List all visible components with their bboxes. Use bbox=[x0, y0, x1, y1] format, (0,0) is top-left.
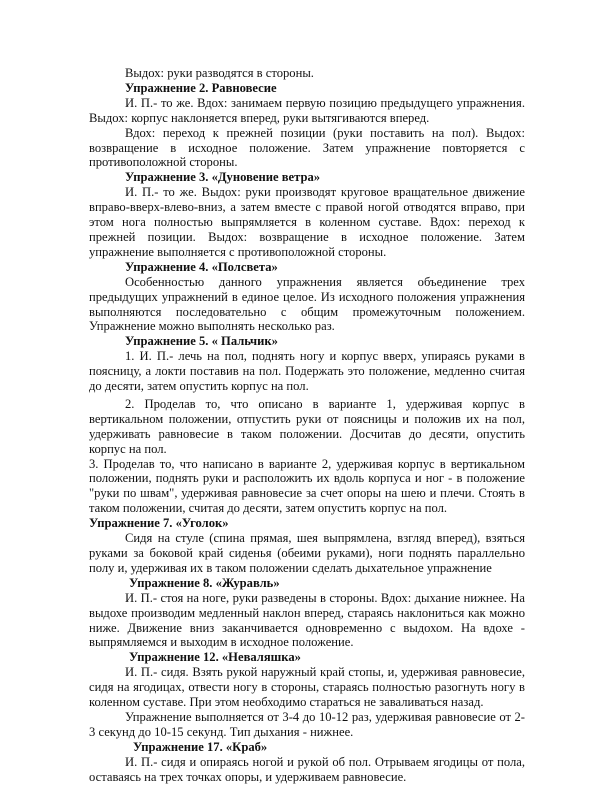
paragraph-exercise-5-variant-3: 3. Проделав то, что написано в варианте 2, удерживая корпус в вертикальном положении, поднять руки и расположить их вдоль корпуса и ног - в положение "руки по швам", удерживая равновесие за счет опоры на шею и плечи. Стоять в таком положении, считая до десяти, затем опустить корпус на пол. bbox=[89, 456, 525, 516]
paragraph-exercise-12-a: И. П.- сидя. Взять рукой наружный край стопы, и, удерживая равновесие, сидя на ягодицах, отвести ногу в стороны, стараясь полностью разогнуть ногу в коленном суставе. При этом необходимо стараться не заваливаться назад. bbox=[89, 665, 525, 710]
paragraph-exercise-4: Особенностью данного упражнения является объединение трех предыдущих упражнений в единое целое. Из исходного положения упражнения выполняются последовательно с общим промежуточным положением. Упражнение можно выполнять несколько раз. bbox=[89, 274, 525, 334]
heading-exercise-8: Упражнение 8. «Журавль» bbox=[129, 575, 280, 590]
heading-exercise-4: Упражнение 4. «Полсвета» bbox=[125, 259, 278, 274]
paragraph-exercise-8: И. П.- стоя на ноге, руки разведены в стороны. Вдох: дыхание нижнее. На выдохе производим медленный наклон вперед, стараясь наклониться как можно ниже. Движение вниз заканчивается одновременно с выдохом. На вдохе - выпрямляемся и выходим в исходное положение. bbox=[89, 590, 525, 650]
paragraph-exhale: Выдох: руки разводятся в стороны. bbox=[125, 66, 314, 80]
paragraph-exercise-12-b: Упражнение выполняется от 3-4 до 10-12 раз, удерживая равновесие от 2-3 секунд до 10-15 секунд. Тип дыхания - нижнее. bbox=[89, 709, 525, 739]
paragraph-exercise-5-variant-1: 1. И. П.- лечь на пол, поднять ногу и корпус вверх, упираясь руками в поясницу, а локти поставив на пол. Подержать это положение, медленно считая до десяти, затем опустить корпус на пол. bbox=[89, 349, 525, 394]
heading-exercise-17: Упражнение 17. «Краб» bbox=[133, 739, 268, 754]
heading-exercise-12: Упражнение 12. «Неваляшка» bbox=[129, 650, 301, 665]
heading-exercise-5: Упражнение 5. « Пальчик» bbox=[125, 334, 278, 349]
heading-exercise-2: Упражнение 2. Равновесие bbox=[125, 80, 277, 95]
heading-exercise-3: Упражнение 3. «Дуновение ветра» bbox=[125, 170, 321, 185]
paragraph-exercise-17: И. П.- сидя и опираясь ногой и рукой об пол. Отрываем ягодицы от пола, оставаясь на трех точках опоры, и удерживаем равновесие. bbox=[89, 754, 525, 784]
heading-exercise-7: Упражнение 7. «Уголок» bbox=[89, 516, 229, 531]
paragraph-exercise-3: И. П.- то же. Выдох: руки производят круговое вращательное движение вправо-вверх-влево-вниз, а затем вместе с правой ногой отводятся вправо, при этом нога полностью выпрямляется в коленном суставе. Вдох: переход к прежней позиции. Выдох: возвращение в исходное положение. Затем упражнение выполняется с противоположной стороны. bbox=[89, 185, 525, 259]
paragraph-exercise-5-variant-2: 2. Проделав то, что описано в варианте 1, удерживая корпус в вертикальном положении, отпустить руки от поясницы и положив их на пол, удерживать равновесие в таком положении. Досчитав до десяти, опустить корпус на пол. bbox=[89, 396, 525, 456]
paragraph-exercise-2-a: И. П.- то же. Вдох: занимаем первую позицию предыдущего упражнения. Выдох: корпус наклоняется вперед, руки вытягиваются вперед. bbox=[89, 95, 525, 125]
document-page bbox=[89, 66, 525, 785]
paragraph-exercise-2-b: Вдох: переход к прежней позиции (руки поставить на пол). Выдох: возвращение в исходное положение. Затем упражнение повторяется с противоположной стороны. bbox=[89, 125, 525, 170]
paragraph-exercise-7: Сидя на стуле (спина прямая, шея выпрямлена, взгляд вперед), взяться руками за боковой край сиденья (обеими руками), ноги поднять параллельно полу и, удерживая их в таком положении сделать дыхательное упражнение bbox=[89, 531, 525, 575]
